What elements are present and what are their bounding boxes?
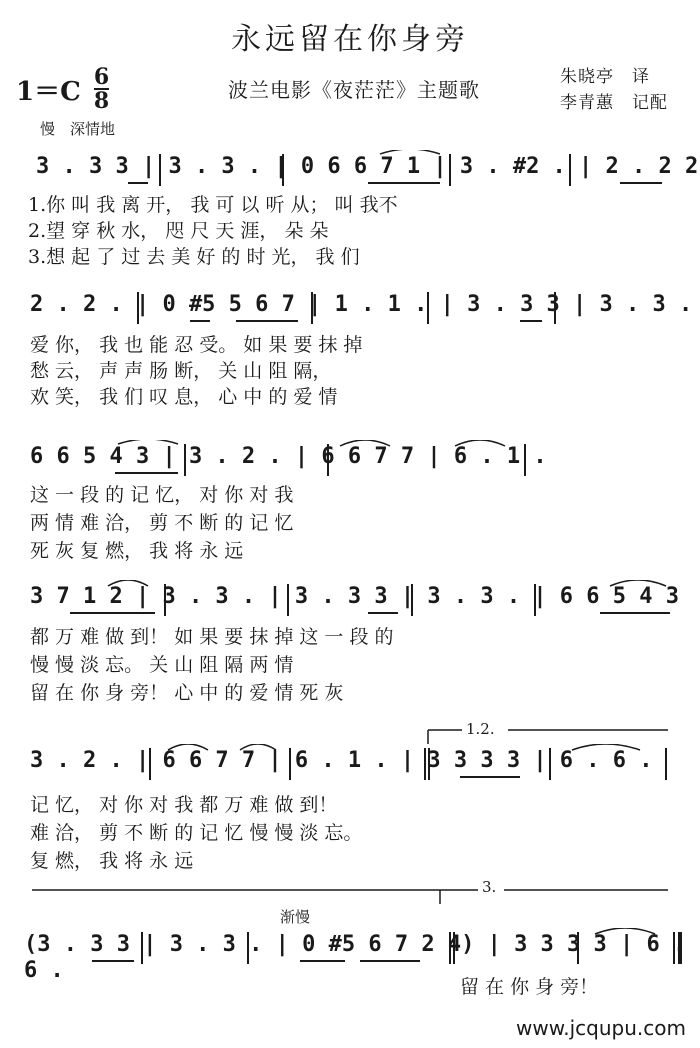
notes-row-3: 6 6 5 4 3 | 3 . 2 . | 6 6 7 7 | 6 . 1 . [30,444,547,469]
song-subtitle: 波兰电影《夜茫茫》主题歌 [228,78,480,102]
lyric-row-3-verse-3: 死 灰 复 燃， 我 将 永 远 [30,540,244,562]
lyric-row-2-verse-2: 愁 云， 声 声 肠 断， 关 山 阻 隔， [30,360,332,382]
volta-1-2-line [0,724,700,744]
lyric-row-3-verse-1: 这 一 段 的 记 忆， 对 你 对 我 [30,484,294,506]
notation-row-6 [0,928,700,983]
lyric-row-2-verse-1: 爱 你， 我 也 能 忍 受。 如 果 要 抹 掉 [30,334,363,356]
lyric-row-2-verse-3: 欢 笑， 我 们 叹 息， 心 中 的 爱 情 [30,386,338,408]
lyric-row-5-verse-1: 记 忆， 对 你 对 我 都 万 难 做 到！ [30,794,338,816]
lyric-row-1-verse-1: 1.你 叫 我 离 开， 我 可 以 听 从； 叫 我不 [28,194,398,216]
watermark-url: www.jcqupu.com [516,1016,686,1040]
notes-row-6: (3 . 3 3 | 3 . 3 . | 0 #5 6 7 2 4) | 3 3 3 3 | 6 . 6 . [24,932,687,983]
key-signature [16,66,109,112]
volta-3-line [0,884,700,904]
notation-row-1 [0,150,700,190]
lyric-row-5-verse-3: 复 燃， 我 将 永 远 [30,850,194,872]
lyric-row-4-verse-3: 留 在 你 身 旁！ 心 中 的 爱 情 死 灰 [30,682,344,704]
lyric-row-3-verse-2: 两 情 难 洽， 剪 不 断 的 记 忆 [30,512,294,534]
notes-row-4: 3 7 1 2 | 3 . 3 . | 3 . 3 3 | 3 . 3 . | 6 6 5 4 3 [30,584,680,609]
notes-row-1: 3 . 3 3 | 3 . 3 . | 0 6 6 7 1 | 3 . #2 . | 2 . 2 2 [36,154,699,179]
time-bottom: 8 [93,88,110,114]
notes-row-5: 3 . 2 . | 6 6 7 7 | 6 . 1 . | 3 3 3 3 | 6 . 6 . [30,748,653,773]
key-text: 1＝C [16,76,81,107]
notation-row-3 [0,440,700,480]
volta-1-2: 1.2. [466,720,495,738]
lyric-row-5-verse-2: 难 洽， 剪 不 断 的 记 忆 慢 慢 淡 忘。 [30,822,363,844]
lyric-row-4-verse-2: 慢 慢 淡 忘。 关 山 阻 隔 两 情 [30,654,294,676]
time-signature [94,66,109,112]
notation-row-4 [0,580,700,620]
lyric-row-4-verse-1: 都 万 难 做 到！ 如 果 要 抹 掉 这 一 段 的 [30,626,394,648]
lyric-row-1-verse-3: 3.想 起 了 过 去 美 好 的 时 光， 我 们 [28,246,360,268]
lyric-row-1-verse-2: 2.望 穿 秋 水， 咫 尺 天 涯， 朵 朵 [28,220,329,242]
notes-row-2: 2 . 2 . | 0 #5 5 6 7 | 1 . 1 . | 3 . 3 3 | 3 . 3 . [30,292,693,317]
tempo-ritardando: 渐慢 [280,908,311,926]
translator-credit: 朱晓亭 译 [560,67,650,87]
tempo-marking: 慢 深情地 [40,120,116,138]
lyric-row-6-verse-3: 留 在 你 身 旁！ [460,976,599,998]
notation-row-2 [0,288,700,328]
time-top: 6 [93,64,110,90]
arranger-credit: 李青蕙 记配 [560,93,668,113]
volta-3: 3. [482,878,497,896]
notation-row-5 [0,744,700,784]
song-title: 永远留在你身旁 [231,22,469,57]
